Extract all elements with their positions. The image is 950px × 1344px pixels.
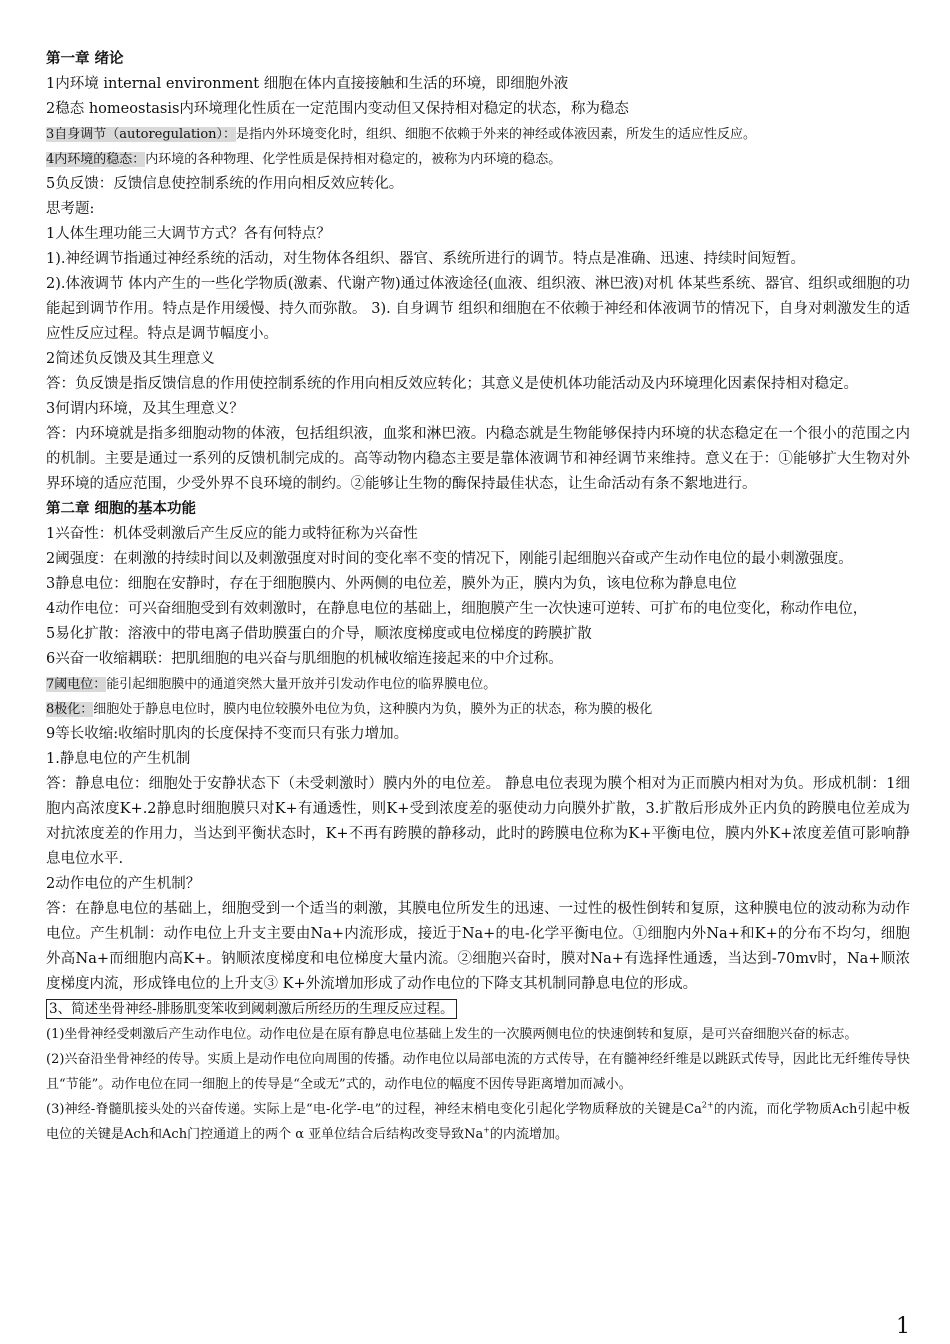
page-content bbox=[46, 47, 910, 1147]
boxed-question: 3、简述坐骨神经-腓肠肌变笨收到阈刺激后所经历的生理反应过程。 bbox=[46, 999, 457, 1019]
think-questions-label: 思考题: bbox=[46, 201, 95, 217]
definition-internal-environment: 1内环境 internal environment 细胞在体内直接接触和生活的环境，即细胞外液 bbox=[46, 76, 569, 92]
answer-2: 答：负反馈是指反馈信息的作用使控制系统的作用向相反效应转化；其意义是使机体功能活动及内环境理化因素保持相对稳定。 bbox=[46, 376, 858, 392]
chapter1-heading: 第一章 绪论 bbox=[46, 51, 124, 67]
highlight-label: 3自身调节（autoregulation）： bbox=[46, 127, 237, 142]
definition-threshold-potential bbox=[46, 672, 910, 697]
definition-negative-feedback: 5负反馈：反馈信息使控制系统的作用向相反效应转化。 bbox=[46, 176, 404, 192]
answer-3-part3 bbox=[46, 1097, 910, 1147]
answer-resting-potential: 答：静息电位：细胞处于安静状态下（未受刺激时）膜内外的电位差。 静息电位表现为膜个相对为正而膜内相对为负。形成机制：1细胞内高浓度K+.2静息时细胞膜只对K+有通透性，则K+受到浓度差的驱使动力向膜外扩散，3.扩散后形成外正内负的跨膜电位差成为对抗浓度差的作用力，当达到平衡状态时，K+不再有跨膜的静移动，此时的跨膜电位称为K+平衡电位，膜内外K+浓度差值可影响静息电位水平. bbox=[46, 776, 910, 867]
text-segment: (3)神经-脊髓肌接头处的兴奋传递。实际上是“电-化学-电”的过程，神经末梢电变化引起化学物质释放的关键是Ca bbox=[46, 1102, 702, 1117]
superscript: + bbox=[483, 1125, 490, 1135]
answer-3: 答：内环境就是指多细胞动物的体液，包括组织液，血浆和淋巴液。内稳态就是生物能够保持内环境的状态稳定在一个很小的范围之内的机制。主要是通过一系列的反馈机制完成的。高等动物内稳态主要是靠体液调节和神经调节来维持。意义在于：①能够扩大生物对外界环境的适应范围，少受外界不良环境的制约。②能够让生物的酶保持最佳状态，让生命活动有条不絮地进行。 bbox=[46, 426, 910, 492]
definition-action-potential: 4动作电位：可兴奋细胞受到有效刺激时，在静息电位的基础上，细胞膜产生一次快速可逆转、可扩布的电位变化，称动作电位， bbox=[46, 601, 868, 617]
answer-1-part1: 1).神经调节指通过神经系统的活动，对生物体各组织、器官、系统所进行的调节。特点是准确、迅速、持续时间短暂。 bbox=[46, 251, 805, 267]
definition-ec-coupling: 6兴奋一收缩耦联：把肌细胞的电兴奋与肌细胞的机械收缩连接起来的中介过称。 bbox=[46, 651, 563, 667]
answer-1-part2: 2).体液调节 体内产生的一些化学物质(激素、代谢产物)通过体液途径(血液、组织液、淋巴液)对机 体某些系统、器官、组织或细胞的功能起到调节作用。特点是作用缓慢、持久而弥散。 3). 自身调节 组织和细胞在不依赖于神经和体液调节的情况下，自身对刺激发生的适应性反应过程。特点是调节幅度小。 bbox=[46, 276, 910, 342]
definition-homeostasis: 2稳态 homeostasis内环境理化性质在一定范围内变动但又保持相对稳定的状态，称为稳态 bbox=[46, 101, 629, 117]
question-action-potential: 2动作电位的产生机制？ bbox=[46, 876, 201, 892]
definition-excitability: 1兴奋性：机体受刺激后产生反应的能力或特征称为兴奋性 bbox=[46, 526, 418, 542]
question-2: 2简述负反馈及其生理意义 bbox=[46, 351, 215, 367]
highlight-label: 8极化： bbox=[46, 702, 94, 717]
page-number: 1 bbox=[896, 1314, 910, 1339]
highlight-label: 7阈电位： bbox=[46, 677, 107, 692]
highlight-label: 4内环境的稳态： bbox=[46, 152, 146, 167]
definition-isometric-contraction: 9等长收缩:收缩时肌肉的长度保持不变而只有张力增加。 bbox=[46, 726, 409, 742]
definition-autoregulation bbox=[46, 122, 910, 147]
definition-text: 能引起细胞膜中的通道突然大量开放并引发动作电位的临界膜电位。 bbox=[106, 677, 497, 692]
definition-text: 内环境的各种物理、化学性质是保持相对稳定的，被称为内环境的稳态。 bbox=[145, 152, 562, 167]
definition-resting-potential: 3静息电位：细胞在安静时，存在于细胞膜内、外两侧的电位差，膜外为正，膜内为负，该电位称为静息电位 bbox=[46, 576, 737, 592]
definition-text: 是指内外环境变化时，组织、细胞不依赖于外来的神经或体液因素，所发生的适应性反应。 bbox=[236, 127, 757, 142]
definition-steady-state bbox=[46, 147, 910, 172]
text-segment: 的内流增加。 bbox=[489, 1127, 568, 1142]
definition-threshold-intensity: 2阈强度：在刺激的持续时间以及刺激强度对时间的变化率不变的情况下，刚能引起细胞兴奋或产生动作电位的最小刺激强度。 bbox=[46, 551, 853, 567]
definition-facilitated-diffusion: 5易化扩散：溶液中的带电离子借助膜蛋白的介导，顺浓度梯度或电位梯度的跨膜扩散 bbox=[46, 626, 592, 642]
definition-text: 细胞处于静息电位时，膜内电位较膜外电位为负，这种膜内为负，膜外为正的状态，称为膜的极化 bbox=[93, 702, 653, 717]
question-resting-potential: 1.静息电位的产生机制 bbox=[46, 751, 191, 767]
chapter2-heading: 第二章 细胞的基本功能 bbox=[46, 501, 197, 517]
text-segment: 的内流，而化学物质Ach引起中板电位的关键是Ach和Ach门控通道上的两个 α 亚单位结合后结构改变导致Na bbox=[46, 1102, 910, 1142]
answer-action-potential: 答：在静息电位的基础上，细胞受到一个适当的刺激，其膜电位所发生的迅速、一过性的极性倒转和复原，这种膜电位的波动称为动作电位。产生机制：动作电位上升支主要由Na+内流形成，接近于Na+的电-化学平衡电位。①细胞内外Na+和K+的分布不均匀，细胞外高Na+而细胞内高K+。钠顺浓度梯度和电位梯度大量内流。②细胞兴奋时，膜对Na+有选择性通透，当达到-70mv时，Na+顺浓度梯度内流，形成锋电位的上升支③ K+外流增加形成了动作电位的下降支其机制同静息电位的形成。 bbox=[46, 901, 910, 992]
answer-3-part2: (2)兴奋沿坐骨神经的传导。实质上是动作电位向周围的传播。动作电位以局部电流的方式传导，在有髓神经纤维是以跳跃式传导，因此比无纤维传导快且“节能”。动作电位在同一细胞上的传导是“全或无”式的，动作电位的幅度不因传导距离增加而减小。 bbox=[46, 1052, 910, 1092]
answer-3-part1: (1)坐骨神经受刺激后产生动作电位。动作电位是在原有静息电位基础上发生的一次膜两侧电位的快速倒转和复原，是可兴奋细胞兴奋的标志。 bbox=[46, 1027, 858, 1042]
question-1: 1人体生理功能三大调节方式？各有何特点？ bbox=[46, 226, 331, 242]
question-3: 3何谓内环境，及其生理意义？ bbox=[46, 401, 244, 417]
superscript: 2+ bbox=[701, 1100, 714, 1110]
definition-polarization bbox=[46, 697, 910, 722]
question-3-boxed bbox=[46, 997, 910, 1022]
